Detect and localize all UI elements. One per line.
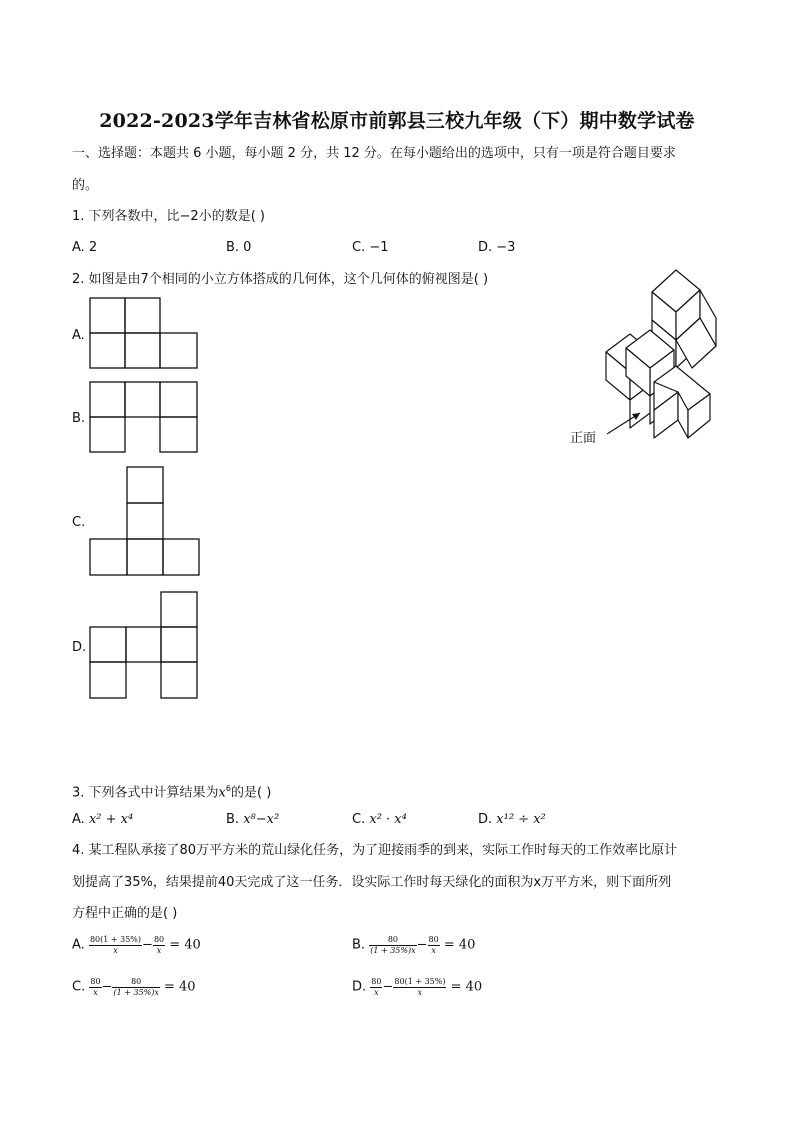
q2-option-b-label[interactable]: B. <box>72 411 86 426</box>
q4-option-c-operator: − <box>101 979 113 995</box>
q2-option-c-label[interactable]: C. <box>72 515 86 530</box>
q4-option-b-rhs: = 40 <box>443 937 476 953</box>
q4-option-b-fraction2 <box>428 935 440 956</box>
q4-option-a-fraction2-num: 80 <box>153 935 165 944</box>
q4-option-d-fraction1 <box>370 977 382 998</box>
q3-option-c-label: C. <box>352 812 366 827</box>
q3-option-c-expr: x² · x⁴ <box>369 812 407 827</box>
section-instructions-line2: 的。 <box>72 178 99 193</box>
q1-option-d[interactable]: D. −3 <box>478 240 516 255</box>
q4-option-c-fraction2 <box>112 977 159 998</box>
q2-option-d-label[interactable]: D. <box>72 640 87 655</box>
q4-option-d-fraction2-den: x <box>417 988 423 997</box>
q3-stem-exponent: 6 <box>225 784 231 793</box>
q4-option-b-fraction2-num: 80 <box>428 935 439 944</box>
front-direction-label: 正面 <box>570 431 597 446</box>
q4-option-a-fraction1 <box>89 935 142 956</box>
q3-option-d-expr: x¹² ÷ x² <box>496 812 546 827</box>
q4-option-d-rhs: = 40 <box>450 979 483 995</box>
q4-option-a-fraction1-num: 80(1 + 35%) <box>89 935 142 944</box>
q4-option-a-fraction2-den: x <box>156 946 162 955</box>
q4-option-d[interactable] <box>352 977 482 998</box>
q4-option-b-fraction1-den: (1 + 35%)x <box>370 946 416 955</box>
q4-option-a-label: A. <box>72 937 85 953</box>
q3-option-b[interactable] <box>226 812 279 828</box>
q4-option-a-fraction2 <box>153 935 165 956</box>
q4-stem-line2: 划提高了35%，结果提前40天完成了这一任务．设实际工作时每天绿化的面积为x万平方米，则下面所列 <box>72 875 672 890</box>
q4-option-d-label: D. <box>352 979 367 995</box>
q4-option-d-fraction1-den: x <box>374 988 379 997</box>
q3-option-a-label: A. <box>72 812 85 827</box>
q4-stem-line1: 4. 某工程队承接了80万平方米的荒山绿化任务，为了迎接雨季的到来，实际工作时每天的工作效率比原计 <box>72 843 678 858</box>
q4-option-c[interactable] <box>72 977 196 998</box>
q4-option-d-fraction2 <box>393 977 446 998</box>
q4-option-c-fraction2-num: 80 <box>112 977 159 988</box>
q4-stem-line3: 方程中正确的是( ) <box>72 906 178 921</box>
q4-option-c-fraction1-den: x <box>93 988 98 997</box>
q3-option-d-label: D. <box>478 812 493 827</box>
q4-option-c-rhs: = 40 <box>164 979 196 995</box>
q4-option-a-operator: − <box>142 937 153 953</box>
q3-stem-suffix: 的是( ) <box>230 785 272 801</box>
q4-option-d-fraction1-num: 80 <box>371 977 382 986</box>
q2-stem: 2. 如图是由7个相同的小立方体搭成的几何体，这个几何体的俯视图是( ) <box>72 272 489 287</box>
q4-option-b-fraction2-den: x <box>431 946 436 955</box>
q3-stem-prefix: 3. 下列各式中计算结果为 <box>72 785 219 801</box>
q4-option-b[interactable] <box>352 935 475 956</box>
q1-stem: 1. 下列各数中，比−2小的数是( ) <box>72 209 265 224</box>
q4-option-c-fraction2-den: (1 + 35%)x <box>113 988 159 997</box>
q3-option-a-expr: x² + x⁴ <box>88 812 134 827</box>
q4-option-c-label: C. <box>72 979 86 995</box>
q4-option-a-rhs: = 40 <box>169 937 201 953</box>
q4-option-c-fraction1-num: 80 <box>90 977 101 986</box>
q4-option-b-fraction1-num: 80 <box>369 935 416 946</box>
q1-option-a[interactable]: A. 2 <box>72 240 98 255</box>
q4-option-c-fraction1 <box>89 977 101 998</box>
q1-option-c[interactable]: C. −1 <box>352 240 389 255</box>
q4-option-b-fraction1 <box>369 935 416 956</box>
q4-option-d-operator: − <box>382 979 394 995</box>
q2-option-a-label[interactable]: A. <box>72 328 85 343</box>
q3-option-a[interactable] <box>72 812 133 828</box>
page-title: 2022-2023学年吉林省松原市前郭县三校九年级（下）期中数学试卷 <box>99 110 695 132</box>
q4-option-a[interactable] <box>72 935 201 956</box>
q3-option-d[interactable] <box>478 812 546 828</box>
q4-option-a-fraction1-den: x <box>113 946 118 955</box>
q4-option-d-fraction2-num: 80(1 + 35%) <box>394 977 446 986</box>
q3-stem <box>72 781 271 801</box>
q4-option-b-operator: − <box>416 937 428 953</box>
q3-option-b-label: B. <box>226 812 240 827</box>
q3-option-c[interactable] <box>352 812 407 828</box>
q3-option-b-expr: x⁸−x² <box>243 812 280 827</box>
q3-stem-variable: x <box>218 785 226 801</box>
q1-option-b[interactable]: B. 0 <box>226 240 252 255</box>
section-instructions-line1: 一、选择题：本题共 6 小题，每小题 2 分，共 12 分。在每小题给出的选项中，只有一项是符合题目要求 <box>72 146 676 161</box>
q4-option-b-label: B. <box>352 937 366 953</box>
